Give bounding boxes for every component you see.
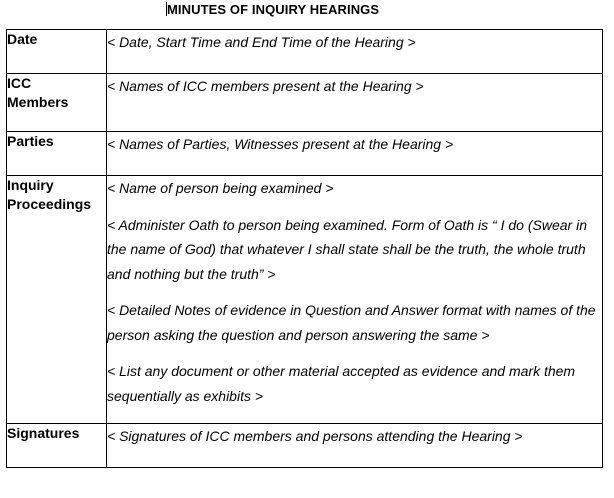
entry-oath: < Administer Oath to person being examined. Form of Oath is “ I do (Swear in the name of God) that whatever I shall state shall be the truth, the whole truth and nothing but the truth” >	[107, 216, 587, 282]
entry-evidence-notes: < Detailed Notes of evidence in Question and Answer format with names of the person asking the question and person answering the same >	[107, 302, 596, 343]
table-row-parties	[7, 132, 603, 176]
row-label-icc-members-text: ICC Members	[7, 75, 69, 110]
row-label-inquiry-proceedings-text: Inquiry Proceedings	[7, 177, 92, 212]
row-value-signatures	[107, 424, 603, 468]
row-value-parties	[107, 132, 603, 176]
row-label-inquiry-proceedings	[7, 176, 107, 424]
document-title-text: MINUTES OF INQUIRY HEARINGS	[167, 2, 380, 17]
document-title	[166, 2, 379, 17]
row-value-inquiry-proceedings	[107, 176, 603, 424]
minutes-table	[6, 29, 603, 468]
table-row-icc-members	[7, 74, 603, 132]
table-row-date	[7, 30, 603, 74]
table-row-signatures	[7, 424, 603, 468]
row-label-signatures: Signatures	[7, 424, 107, 468]
entry-signatures: < Signatures of ICC members and persons attending the Hearing >	[107, 428, 523, 444]
entry-date: < Date, Start Time and End Time of the Hearing >	[107, 34, 416, 50]
row-value-icc-members	[107, 74, 603, 132]
entry-icc-members: < Names of ICC members present at the Hearing >	[107, 78, 424, 94]
row-value-date	[107, 30, 603, 74]
row-label-icc-members	[7, 74, 107, 132]
table-row-inquiry-proceedings	[7, 176, 603, 424]
entry-exhibits: < List any document or other material accepted as evidence and mark them sequentially as exhibits >	[107, 363, 576, 404]
entry-person-examined: < Name of person being examined >	[107, 180, 334, 196]
row-label-parties: Parties	[7, 132, 107, 176]
row-label-date: Date	[7, 30, 107, 74]
entry-parties: < Names of Parties, Witnesses present at the Hearing >	[107, 136, 454, 152]
